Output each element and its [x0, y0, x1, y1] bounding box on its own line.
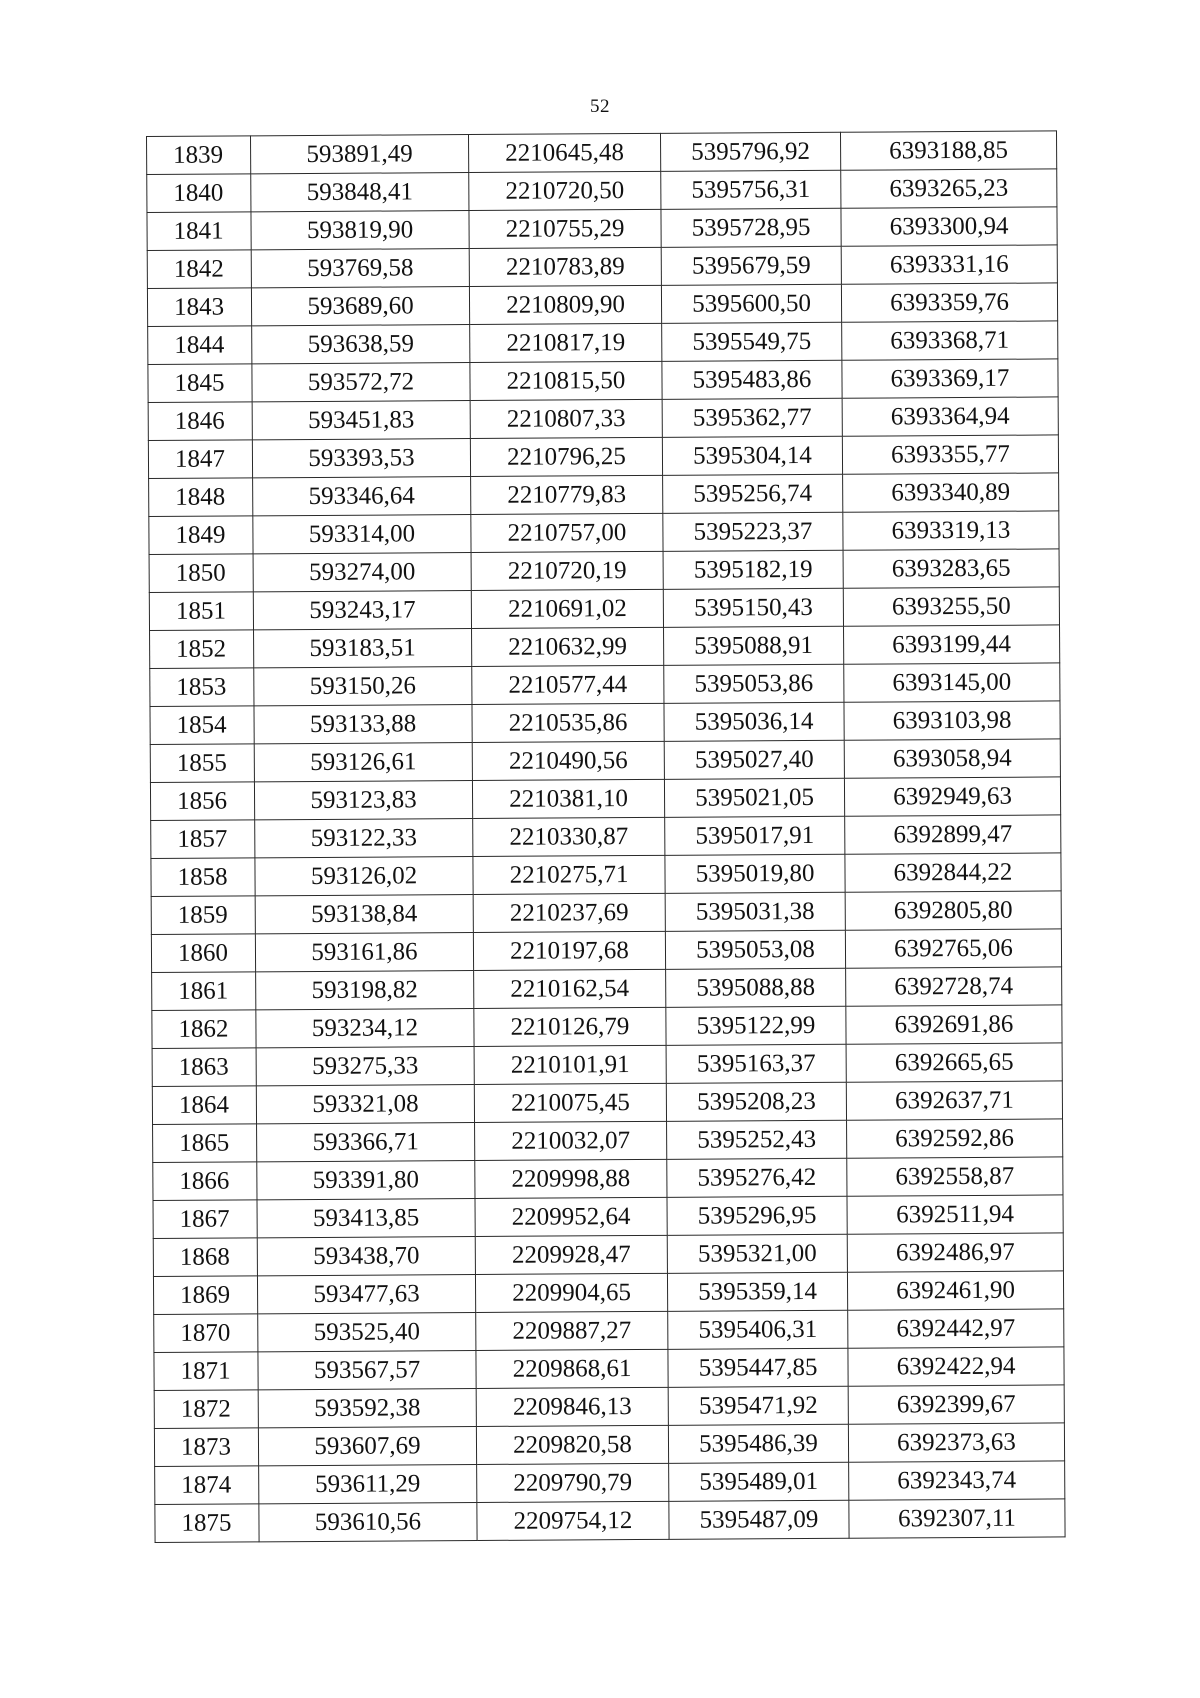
coord-x2-cell: 5395728,95: [661, 208, 841, 247]
point-number-cell: 1871: [154, 1352, 258, 1391]
point-number-cell: 1848: [149, 478, 253, 517]
coord-x1-cell: 593126,61: [254, 743, 472, 782]
coordinates-table-body: [147, 131, 1066, 1543]
table-row: [148, 397, 1058, 441]
table-row: [150, 701, 1060, 745]
coord-y1-cell: 2210645,48: [468, 133, 660, 172]
coord-y2-cell: 6392765,06: [845, 929, 1061, 968]
table-row: [155, 1499, 1065, 1543]
coord-y2-cell: 6392637,71: [846, 1081, 1062, 1120]
coord-x1-cell: 593413,85: [257, 1199, 475, 1238]
coord-x1-cell: 593138,84: [255, 895, 473, 934]
coord-x2-cell: 5395296,95: [667, 1196, 847, 1235]
coord-y2-cell: 6392805,80: [845, 891, 1061, 930]
coord-y1-cell: 2210381,10: [472, 779, 664, 818]
coordinates-table: [146, 130, 1066, 1543]
coord-y2-cell: 6392511,94: [847, 1195, 1063, 1234]
point-number-cell: 1875: [155, 1504, 259, 1543]
table-row: [149, 511, 1059, 555]
coord-x1-cell: 593769,58: [251, 249, 469, 288]
table-row: [151, 853, 1061, 897]
coord-y1-cell: 2210197,68: [473, 931, 665, 970]
point-number-cell: 1842: [147, 250, 251, 289]
coord-x2-cell: 5395679,59: [661, 246, 841, 285]
table-row: [153, 1157, 1063, 1201]
table-row: [147, 207, 1057, 251]
table-row: [150, 739, 1060, 783]
coord-x1-cell: 593891,49: [251, 135, 469, 174]
table-row: [154, 1309, 1064, 1353]
coord-x1-cell: 593438,70: [257, 1237, 475, 1276]
coord-y2-cell: 6393103,98: [844, 701, 1060, 740]
coord-x1-cell: 593391,80: [257, 1161, 475, 1200]
point-number-cell: 1845: [148, 364, 252, 403]
coord-x1-cell: 593848,41: [251, 173, 469, 212]
coord-x1-cell: 593366,71: [257, 1123, 475, 1162]
table-row: [152, 1081, 1062, 1125]
coord-x1-cell: 593274,00: [253, 553, 471, 592]
coord-x2-cell: 5395150,43: [663, 588, 843, 627]
coord-x1-cell: 593275,33: [256, 1047, 474, 1086]
table-row: [153, 1119, 1063, 1163]
table-row: [152, 1005, 1062, 1049]
coord-x2-cell: 5395021,05: [664, 778, 844, 817]
coord-y2-cell: 6392422,94: [848, 1347, 1064, 1386]
coord-x1-cell: 593150,26: [254, 667, 472, 706]
coord-x2-cell: 5395362,77: [662, 398, 842, 437]
coord-x2-cell: 5395019,80: [665, 854, 845, 893]
table-row: [149, 549, 1059, 593]
coord-x1-cell: 593183,51: [254, 629, 472, 668]
point-number-cell: 1855: [150, 744, 254, 783]
point-number-cell: 1865: [153, 1124, 257, 1163]
coord-x2-cell: 5395447,85: [668, 1348, 848, 1387]
point-number-cell: 1850: [149, 554, 253, 593]
coord-y2-cell: 6393364,94: [842, 397, 1058, 436]
coord-y2-cell: 6392486,97: [847, 1233, 1063, 1272]
coord-y2-cell: 6393058,94: [844, 739, 1060, 778]
coord-x2-cell: 5395027,40: [664, 740, 844, 779]
coord-y2-cell: 6392665,65: [846, 1043, 1062, 1082]
table-row: [155, 1461, 1065, 1505]
coord-x1-cell: 593346,64: [253, 477, 471, 516]
point-number-cell: 1859: [151, 896, 255, 935]
point-number-cell: 1866: [153, 1162, 257, 1201]
coord-x2-cell: 5395256,74: [663, 474, 843, 513]
coord-y2-cell: 6392307,11: [849, 1499, 1065, 1538]
table-row: [153, 1271, 1063, 1315]
coord-y1-cell: 2209952,64: [475, 1197, 667, 1236]
table-row: [147, 283, 1057, 327]
table-row: [154, 1347, 1064, 1391]
coord-x2-cell: 5395796,92: [660, 132, 840, 171]
point-number-cell: 1874: [155, 1466, 259, 1505]
point-number-cell: 1868: [153, 1238, 257, 1277]
point-number-cell: 1843: [147, 288, 251, 327]
coord-x2-cell: 5395031,38: [665, 892, 845, 931]
coord-y1-cell: 2210809,90: [469, 285, 661, 324]
page-number: 52: [590, 96, 610, 117]
coord-x2-cell: 5395359,14: [667, 1272, 847, 1311]
coord-y1-cell: 2209887,27: [476, 1311, 668, 1350]
coord-y2-cell: 6393300,94: [841, 207, 1057, 246]
coord-y2-cell: 6392558,87: [847, 1157, 1063, 1196]
coord-y1-cell: 2209754,12: [477, 1501, 669, 1540]
coord-x1-cell: 593567,57: [258, 1351, 476, 1390]
point-number-cell: 1870: [154, 1314, 258, 1353]
point-number-cell: 1856: [150, 782, 254, 821]
coord-y1-cell: 2209904,65: [475, 1273, 667, 1312]
coord-x2-cell: 5395088,88: [666, 968, 846, 1007]
point-number-cell: 1847: [148, 440, 252, 479]
coord-y2-cell: 6393359,76: [841, 283, 1057, 322]
table-row: [154, 1385, 1064, 1429]
point-number-cell: 1873: [154, 1428, 258, 1467]
coord-y2-cell: 6392728,74: [846, 967, 1062, 1006]
coord-x1-cell: 593314,00: [253, 515, 471, 554]
coord-y1-cell: 2210817,19: [470, 323, 662, 362]
point-number-cell: 1867: [153, 1200, 257, 1239]
coord-x1-cell: 593451,83: [252, 401, 470, 440]
coord-y1-cell: 2210815,50: [470, 361, 662, 400]
coord-y2-cell: 6393331,16: [841, 245, 1057, 284]
coord-y1-cell: 2210720,50: [469, 171, 661, 210]
coord-y2-cell: 6392373,63: [848, 1423, 1064, 1462]
coord-x2-cell: 5395252,43: [667, 1120, 847, 1159]
coord-y2-cell: 6393199,44: [844, 625, 1060, 664]
point-number-cell: 1839: [147, 136, 251, 175]
coord-x1-cell: 593393,53: [252, 439, 470, 478]
coord-y1-cell: 2209998,88: [475, 1159, 667, 1198]
coord-x2-cell: 5395088,91: [664, 626, 844, 665]
coord-y1-cell: 2210577,44: [472, 665, 664, 704]
coord-y2-cell: 6393188,85: [840, 131, 1056, 170]
coord-y1-cell: 2210796,25: [470, 437, 662, 476]
point-number-cell: 1854: [150, 706, 254, 745]
coord-x1-cell: 593525,40: [258, 1313, 476, 1352]
table-row: [151, 929, 1061, 973]
table-row: [147, 169, 1057, 213]
coord-y1-cell: 2210075,45: [474, 1083, 666, 1122]
coord-x2-cell: 5395223,37: [663, 512, 843, 551]
table-row: [150, 663, 1060, 707]
coord-y2-cell: 6393265,23: [841, 169, 1057, 208]
coord-y1-cell: 2210783,89: [469, 247, 661, 286]
coord-y2-cell: 6393355,77: [842, 435, 1058, 474]
point-number-cell: 1851: [149, 592, 253, 631]
coord-x1-cell: 593126,02: [255, 857, 473, 896]
coord-y2-cell: 6393369,17: [842, 359, 1058, 398]
table-row: [149, 473, 1059, 517]
coord-y1-cell: 2210237,69: [473, 893, 665, 932]
coord-x2-cell: 5395549,75: [662, 322, 842, 361]
coord-y2-cell: 6393340,89: [843, 473, 1059, 512]
table-row: [152, 967, 1062, 1011]
coord-y2-cell: 6392949,63: [844, 777, 1060, 816]
point-number-cell: 1860: [151, 934, 255, 973]
coord-x2-cell: 5395276,42: [667, 1158, 847, 1197]
coord-x1-cell: 593161,86: [255, 933, 473, 972]
table-row: [153, 1233, 1063, 1277]
coord-y2-cell: 6392461,90: [847, 1271, 1063, 1310]
coord-x2-cell: 5395304,14: [662, 436, 842, 475]
coord-y1-cell: 2210490,56: [472, 741, 664, 780]
coord-y2-cell: 6392343,74: [849, 1461, 1065, 1500]
point-number-cell: 1857: [151, 820, 255, 859]
point-number-cell: 1862: [152, 1010, 256, 1049]
coord-x1-cell: 593234,12: [256, 1009, 474, 1048]
coord-y1-cell: 2210807,33: [470, 399, 662, 438]
coord-y1-cell: 2210755,29: [469, 209, 661, 248]
table-row: [152, 1043, 1062, 1087]
coord-y2-cell: 6392844,22: [845, 853, 1061, 892]
coord-x2-cell: 5395053,08: [665, 930, 845, 969]
coord-y2-cell: 6392899,47: [845, 815, 1061, 854]
table-row: [147, 245, 1057, 289]
coord-x2-cell: 5395489,01: [669, 1462, 849, 1501]
table-row: [148, 321, 1058, 365]
table-row: [148, 435, 1058, 479]
point-number-cell: 1872: [154, 1390, 258, 1429]
point-number-cell: 1858: [151, 858, 255, 897]
table-row: [151, 891, 1061, 935]
coord-y1-cell: 2210330,87: [473, 817, 665, 856]
table-row: [149, 587, 1059, 631]
coord-y2-cell: 6392442,97: [848, 1309, 1064, 1348]
coord-y1-cell: 2210779,83: [471, 475, 663, 514]
point-number-cell: 1844: [148, 326, 252, 365]
coord-y2-cell: 6392691,86: [846, 1005, 1062, 1044]
point-number-cell: 1861: [152, 972, 256, 1011]
coord-x1-cell: 593610,56: [259, 1503, 477, 1542]
coord-x2-cell: 5395053,86: [664, 664, 844, 703]
coord-y1-cell: 2209846,13: [476, 1387, 668, 1426]
coord-x1-cell: 593243,17: [253, 591, 471, 630]
coord-x2-cell: 5395471,92: [668, 1386, 848, 1425]
coord-y2-cell: 6393319,13: [843, 511, 1059, 550]
coord-y1-cell: 2209868,61: [476, 1349, 668, 1388]
coord-x1-cell: 593321,08: [256, 1085, 474, 1124]
coord-x1-cell: 593638,59: [252, 325, 470, 364]
table-row: [150, 777, 1060, 821]
table-row: [148, 359, 1058, 403]
coord-x1-cell: 593123,83: [254, 781, 472, 820]
point-number-cell: 1869: [153, 1276, 257, 1315]
coord-x2-cell: 5395487,09: [669, 1500, 849, 1539]
coord-x1-cell: 593122,33: [255, 819, 473, 858]
coord-x1-cell: 593607,69: [258, 1427, 476, 1466]
coord-x2-cell: 5395321,00: [667, 1234, 847, 1273]
coord-x2-cell: 5395486,39: [668, 1424, 848, 1463]
coord-y2-cell: 6393255,50: [843, 587, 1059, 626]
coord-y2-cell: 6393283,65: [843, 549, 1059, 588]
coord-y2-cell: 6393368,71: [842, 321, 1058, 360]
coordinates-table-container: [146, 130, 1065, 1543]
coord-y2-cell: 6393145,00: [844, 663, 1060, 702]
coord-y2-cell: 6392399,67: [848, 1385, 1064, 1424]
coord-y1-cell: 2209820,58: [476, 1425, 668, 1464]
point-number-cell: 1852: [150, 630, 254, 669]
coord-x2-cell: 5395017,91: [665, 816, 845, 855]
coord-x2-cell: 5395208,23: [666, 1082, 846, 1121]
coord-x1-cell: 593611,29: [259, 1465, 477, 1504]
point-number-cell: 1846: [148, 402, 252, 441]
coord-x1-cell: 593198,82: [256, 971, 474, 1010]
coord-x2-cell: 5395600,50: [661, 284, 841, 323]
table-row: [150, 625, 1060, 669]
coord-y1-cell: 2210535,86: [472, 703, 664, 742]
coord-y1-cell: 2210032,07: [475, 1121, 667, 1160]
point-number-cell: 1849: [149, 516, 253, 555]
coord-y1-cell: 2210691,02: [471, 589, 663, 628]
coord-x2-cell: 5395122,99: [666, 1006, 846, 1045]
table-row: [154, 1423, 1064, 1467]
coord-x2-cell: 5395036,14: [664, 702, 844, 741]
coord-y2-cell: 6392592,86: [847, 1119, 1063, 1158]
coord-y1-cell: 2210757,00: [471, 513, 663, 552]
point-number-cell: 1853: [150, 668, 254, 707]
coord-x1-cell: 593819,90: [251, 211, 469, 250]
coord-y1-cell: 2210720,19: [471, 551, 663, 590]
coord-y1-cell: 2210101,91: [474, 1045, 666, 1084]
coord-x2-cell: 5395756,31: [661, 170, 841, 209]
coord-x1-cell: 593477,63: [257, 1275, 475, 1314]
point-number-cell: 1840: [147, 174, 251, 213]
point-number-cell: 1863: [152, 1048, 256, 1087]
coord-y1-cell: 2209928,47: [475, 1235, 667, 1274]
coord-x2-cell: 5395483,86: [662, 360, 842, 399]
table-row: [153, 1195, 1063, 1239]
point-number-cell: 1841: [147, 212, 251, 251]
table-row: [151, 815, 1061, 859]
coord-x2-cell: 5395163,37: [666, 1044, 846, 1083]
coord-x2-cell: 5395182,19: [663, 550, 843, 589]
table-row: [147, 131, 1057, 175]
coord-y1-cell: 2210126,79: [474, 1007, 666, 1046]
coord-y1-cell: 2210632,99: [472, 627, 664, 666]
coord-x2-cell: 5395406,31: [668, 1310, 848, 1349]
coord-x1-cell: 593572,72: [252, 363, 470, 402]
coord-x1-cell: 593592,38: [258, 1389, 476, 1428]
coord-y1-cell: 2210162,54: [474, 969, 666, 1008]
coord-y1-cell: 2210275,71: [473, 855, 665, 894]
coord-x1-cell: 593133,88: [254, 705, 472, 744]
coord-y1-cell: 2209790,79: [477, 1463, 669, 1502]
coord-x1-cell: 593689,60: [251, 287, 469, 326]
point-number-cell: 1864: [152, 1086, 256, 1125]
